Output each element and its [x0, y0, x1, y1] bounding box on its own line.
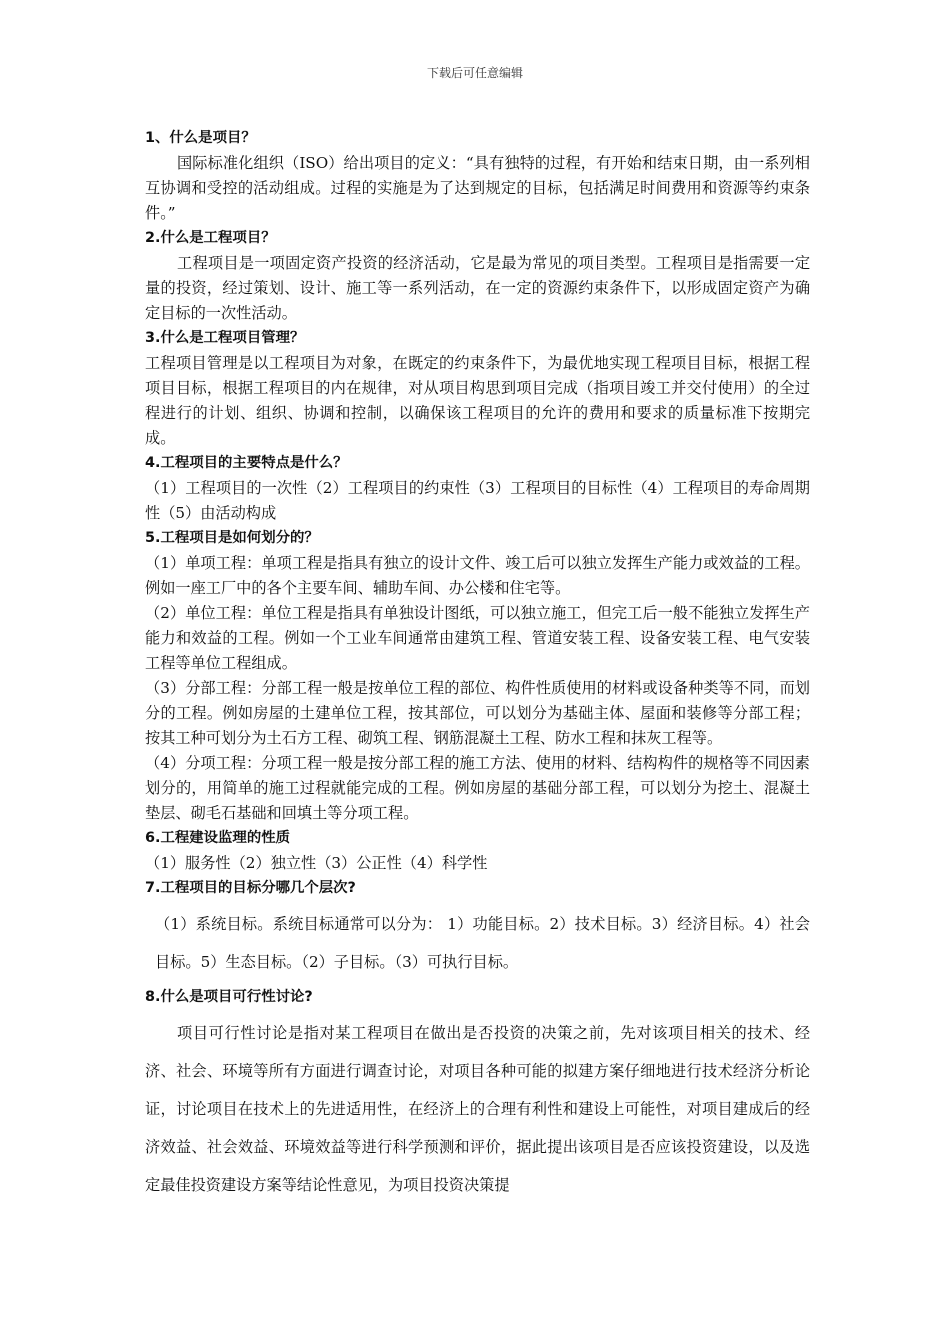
section-7-title: 7.工程项目的目标分哪几个层次? — [145, 880, 356, 896]
section-8-paragraph: 项目可行性讨论是指对某工程项目在做出是否投资的决策之前，先对该项目相关的技术、经济、社会、环境等所有方面进行调查讨论，对项目各种可能的拟建方案仔细地进行技术经济分析论证，讨论项目在技术上的先进适用性，在经济上的合理有利性和建设上可能性，对项目建成后的经济效益、社会效益、环境效益等进行科学预测和评价，据此提出该项目是否应该投资建设，以及选定最佳投资建设方案等结论性意见，为项目投资决策提 — [145, 1024, 810, 1194]
section-1-title: 1、什么是项目？ — [145, 130, 256, 146]
section-7-paragraph: （1）系统目标。系统目标通常可以分为： 1）功能目标。2）技术目标。3）经济目标。4）社会目标。5）生态目标。（2）子目标。（3）可执行目标。 — [155, 915, 810, 971]
section-6-paragraph: （1）服务性（2）独立性（3）公正性（4）科学性 — [145, 854, 488, 872]
section-2-paragraph: 工程项目是一项固定资产投资的经济活动，它是最为常见的项目类型。工程项目是指需要一定量的投资，经过策划、设计、施工等一系列活动，在一定的资源约束条件下，以形成固定资产为确定目标的一次性活动。 — [145, 254, 810, 322]
page-header: 下载后可任意编辑 — [426, 66, 523, 80]
section-5-item-4: （4）分项工程：分项工程一般是按分部工程的施工方法、使用的材料、结构构件的规格等不同因素划分的，用简单的施工过程就能完成的工程。例如房屋的基础分部工程，可以划分为挖土、混凝土垫层、砌毛石基础和回填土等分项工程。 — [145, 754, 810, 822]
section-5-item-3: （3）分部工程：分部工程一般是按单位工程的部位、构件性质使用的材料或设备种类等不同，而划分的工程。例如房屋的土建单位工程，按其部位，可以划分为基础主体、屋面和装修等分部工程；按其工种可划分为土石方工程、砌筑工程、钢筋混凝土工程、防水工程和抹灰工程等。 — [145, 679, 810, 747]
section-1-paragraph: 国际标准化组织（ISO）给出项目的定义：“具有独特的过程，有开始和结束日期，由一系列相互协调和受控的活动组成。过程的实施是为了达到规定的目标，包括满足时间费用和资源等约束条件。” — [145, 154, 810, 222]
section-4-paragraph: （1）工程项目的一次性（2）工程项目的约束性（3）工程项目的目标性（4）工程项目的寿命周期性（5）由活动构成 — [145, 479, 810, 522]
document-body — [145, 126, 810, 1204]
section-6-title: 6.工程建设监理的性质 — [145, 830, 290, 846]
section-4-title: 4.工程项目的主要特点是什么？ — [145, 455, 348, 471]
section-5-title: 5.工程项目是如何划分的？ — [145, 530, 319, 546]
section-3-title: 3.什么是工程项目管理？ — [145, 330, 305, 346]
section-8-title: 8.什么是项目可行性讨论? — [145, 989, 313, 1005]
section-5-item-1: （1）单项工程：单项工程是指具有独立的设计文件、竣工后可以独立发挥生产能力或效益的工程。例如一座工厂中的各个主要车间、辅助车间、办公楼和住宅等。 — [145, 554, 810, 597]
section-5-item-2: （2）单位工程：单位工程是指具有单独设计图纸，可以独立施工，但完工后一般不能独立发挥生产能力和效益的工程。例如一个工业车间通常由建筑工程、管道安装工程、设备安装工程、电气安装工程等单位工程组成。 — [145, 604, 810, 672]
section-2-title: 2.什么是工程项目？ — [145, 230, 276, 246]
section-3-paragraph: 工程项目管理是以工程项目为对象，在既定的约束条件下，为最优地实现工程项目目标，根据工程项目目标，根据工程项目的内在规律，对从项目构思到项目完成（指项目竣工并交付使用）的全过程进行的计划、组织、协调和控制，以确保该工程项目的允许的费用和要求的质量标准下按期完成。 — [145, 354, 810, 447]
